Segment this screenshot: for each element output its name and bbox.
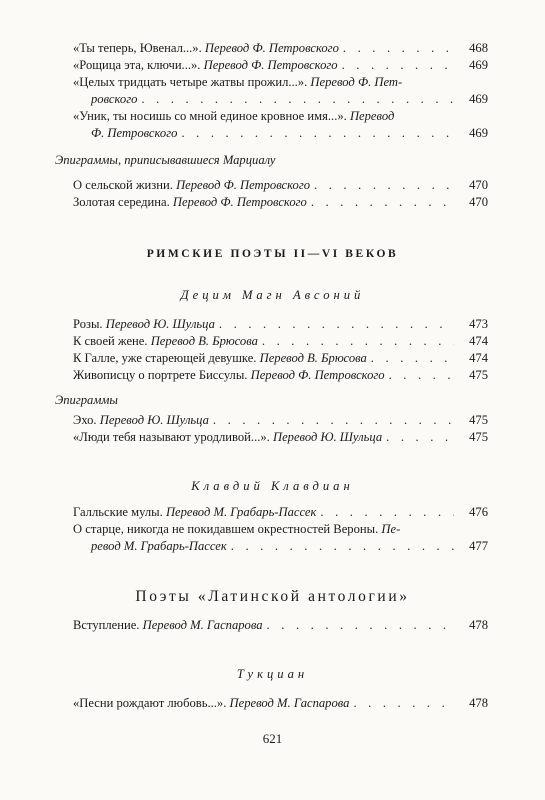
page-number: 468 [469,41,488,55]
page-number: 474 [469,334,488,348]
dot-leader [263,617,454,634]
toc-entry [73,412,488,429]
page-number: 475 [469,368,488,382]
toc-entry [73,194,488,211]
entry-title: Галльские мулы. [73,505,163,519]
entry-title: «Ты теперь, Ювенал...». [73,41,202,55]
author-heading: Тукциан [236,667,309,681]
dot-leader [177,125,454,142]
entry-title: О старце, никогда не покидавшем окрестностей Вероны. [73,522,379,536]
entry-title: «Целых тридцать четыре жатвы прожил...». [73,75,308,89]
dot-leader [385,367,454,384]
entry-translator-cont: ровского [91,92,138,106]
entry-translator: Перевод Ф. Пет- [310,75,403,89]
dot-leader [349,695,454,712]
author-heading: Клавдий Клавдиан [191,479,354,493]
page-number: 470 [469,195,488,209]
toc-entry [73,521,488,555]
dot-leader [307,194,454,211]
section-title: РИМСКИЕ ПОЭТЫ II—VI ВЕКОВ [146,248,399,260]
entry-translator: Перевод Ю. Шульца [99,413,209,427]
toc-entry [73,429,488,446]
toc-entry [73,367,488,384]
entry-title: Живописцу о портрете Биссулы. [73,368,248,382]
toc-entry [73,57,488,74]
dot-leader [258,333,454,350]
entry-title: Розы. [73,317,103,331]
entry-title: «Рощица эта, ключи...». [73,58,201,72]
entry-translator: Перевод М. Гаспарова [142,618,263,632]
entry-translator-cont: ревод М. Грабарь-Пассек [91,539,227,553]
entry-title: К своей жене. [73,334,148,348]
page-number: 470 [469,178,488,192]
entry-title: «Уник, ты носишь со мной единое кровное имя...». [73,109,347,123]
page-number: 473 [469,317,488,331]
dot-leader [316,504,454,521]
entry-translator: Перевод В. Брюсова [259,351,367,365]
dot-leader [209,412,454,429]
page-number: 478 [469,696,488,710]
page-number: 469 [469,92,488,106]
page-folio: 621 [262,731,283,746]
entry-title: «Люди тебя называют уродливой...». [73,430,270,444]
entry-translator: Перевод Ф. Петровского [176,178,311,192]
page-number: 475 [469,413,488,427]
entry-translator: Пе- [381,522,401,536]
toc-entry [73,40,488,57]
page-number: 469 [469,58,488,72]
entry-translator: Перевод Ф. Петровского [172,195,307,209]
epigrams-heading: Эпиграммы [55,393,118,407]
page-number: 476 [469,505,488,519]
dot-leader [339,40,454,57]
toc-entry [73,695,488,712]
author-heading: Децим Магн Авсоний [180,288,365,302]
toc-entry [73,350,488,367]
anthology-title: Поэты «Латинской антологии» [135,588,410,605]
entry-translator: Перевод Ф. Петровского [204,41,339,55]
entry-translator: Перевод М. Грабарь-Пассек [165,505,317,519]
dot-leader [367,350,454,367]
dot-leader [215,316,454,333]
entry-title: «Песни рождают любовь...». [73,696,227,710]
page-number: 477 [469,539,488,553]
entry-translator: Перевод Ф. Петровского [203,58,338,72]
dot-leader [310,177,454,194]
entry-translator: Перевод В. Брюсова [150,334,258,348]
toc-entry [73,617,488,634]
page-number: 475 [469,430,488,444]
entry-translator: Перевод М. Гаспарова [229,696,350,710]
dot-leader [338,57,454,74]
entry-title: Эхо. [73,413,97,427]
toc-entry [73,333,488,350]
entry-title: Золотая середина. [73,195,170,209]
entry-translator: Перевод Ю. Шульца [105,317,215,331]
page-number: 469 [469,126,488,140]
entry-translator: Перевод Ю. Шульца [272,430,383,444]
dot-leader [227,538,454,555]
dot-leader [382,429,454,446]
epigrams-heading: Эпиграммы, приписывавшиеся Марциалу [55,153,276,167]
toc-entry [73,316,488,333]
toc-entry [73,504,488,521]
toc-entry [73,177,488,194]
entry-translator: Перевод [349,109,395,123]
toc-entry [73,108,488,142]
entry-title: О сельской жизни. [73,178,173,192]
page-number: 474 [469,351,488,365]
entry-title: К Галле, уже стареющей девушке. [73,351,257,365]
dot-leader [137,91,454,108]
entry-title: Вступление. [73,618,140,632]
entry-translator: Перевод Ф. Петровского [250,368,385,382]
entry-translator-cont: Ф. Петровского [91,126,178,140]
toc-entry [73,74,488,108]
page-number: 478 [469,618,488,632]
